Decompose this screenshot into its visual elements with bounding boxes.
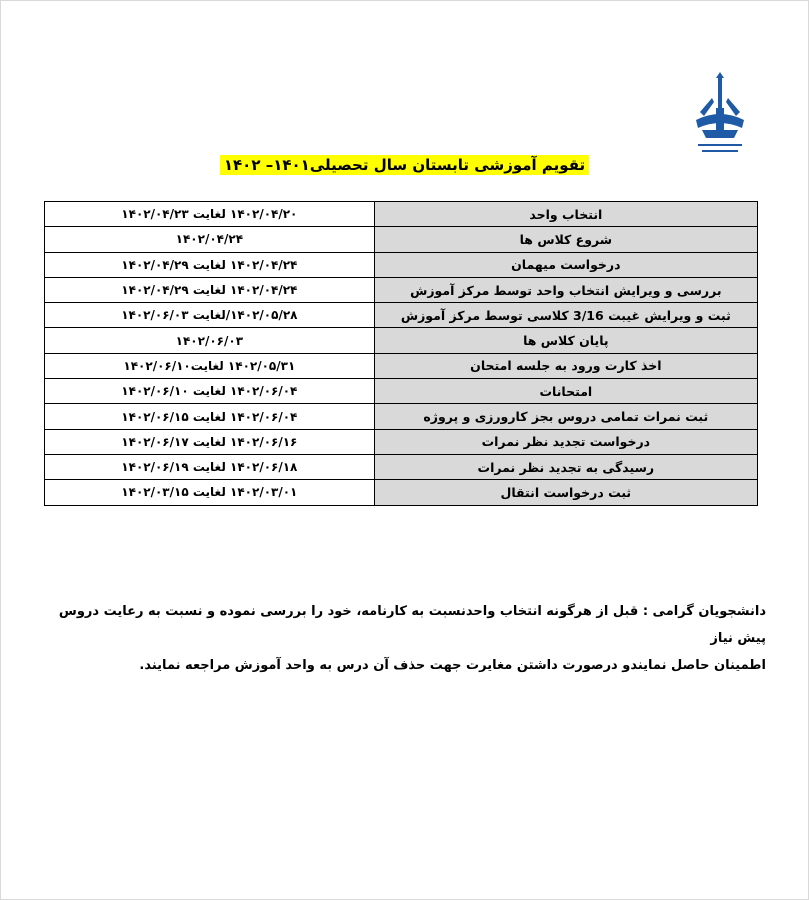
table-row	[45, 227, 758, 252]
note-line-1: دانشجویان گرامی : قبل از هرگونه انتخاب واحدنسبت به کارنامه، خود را بررسی نموده و نسبت به رعایت دروس پیش نیاز	[58, 604, 766, 646]
date-cell: ۱۴۰۲/۰۴/۲۴ لغایت ۱۴۰۲/۰۴/۲۹	[45, 252, 375, 277]
date-cell: ۱۴۰۲/۰۴/۲۰ لغایت ۱۴۰۲/۰۴/۲۳	[45, 202, 375, 227]
table-row	[45, 454, 758, 479]
date-cell: ۱۴۰۲/۰۶/۱۸ لغایت ۱۴۰۲/۰۶/۱۹	[45, 454, 375, 479]
note-line-2: اطمینان حاصل نمایندو درصورت داشتن مغایرت جهت حذف آن درس به واحد آموزش مراجعه نمایند.	[139, 658, 766, 673]
date-cell: ۱۴۰۲/۰۴/۲۴	[45, 227, 375, 252]
university-logo-icon	[690, 68, 750, 160]
table-row	[45, 353, 758, 378]
date-cell: ۱۴۰۲/۰۶/۰۴ لغایت ۱۴۰۲/۰۶/۱۵	[45, 404, 375, 429]
students-note	[40, 598, 766, 679]
table-row	[45, 404, 758, 429]
date-cell: ۱۴۰۲/۰۶/۰۴ لغایت ۱۴۰۲/۰۶/۱۰	[45, 379, 375, 404]
table-row	[45, 328, 758, 353]
date-cell: ۱۴۰۲/۰۶/۰۳	[45, 328, 375, 353]
date-cell: ۱۴۰۲/۰۶/۱۶ لغایت ۱۴۰۲/۰۶/۱۷	[45, 429, 375, 454]
event-cell: انتخاب واحد	[374, 202, 757, 227]
table-row	[45, 202, 758, 227]
event-cell: درخواست تجدید نظر نمرات	[374, 429, 757, 454]
event-cell: ثبت و ویرایش غیبت 3/16 کلاسی توسط مرکز آموزش	[374, 303, 757, 328]
table-row	[45, 252, 758, 277]
event-cell: پایان کلاس ها	[374, 328, 757, 353]
page-title: تقویم آموزشی تابستان سال تحصیلی۱۴۰۱– ۱۴۰۲	[220, 155, 589, 175]
event-cell: اخذ کارت ورود به جلسه امتحان	[374, 353, 757, 378]
date-cell: ۱۴۰۲/۰۴/۲۴ لغایت ۱۴۰۲/۰۴/۲۹	[45, 277, 375, 302]
event-cell: ثبت نمرات تمامی دروس بجز کارورزی و پروژه	[374, 404, 757, 429]
event-cell: امتحانات	[374, 379, 757, 404]
table-row	[45, 277, 758, 302]
date-cell: ۱۴۰۲/۰۳/۰۱ لغایت ۱۴۰۲/۰۳/۱۵	[45, 480, 375, 505]
table-row	[45, 480, 758, 505]
event-cell: شروع کلاس ها	[374, 227, 757, 252]
date-cell: ۱۴۰۲/۰۵/۲۸/لغایت ۱۴۰۲/۰۶/۰۳	[45, 303, 375, 328]
event-cell: درخواست میهمان	[374, 252, 757, 277]
table-row	[45, 379, 758, 404]
event-cell: رسیدگی به تجدید نظر نمرات	[374, 454, 757, 479]
table-row	[45, 303, 758, 328]
academic-calendar-table	[44, 201, 758, 506]
event-cell: بررسی و ویرایش انتخاب واحد توسط مرکز آموزش	[374, 277, 757, 302]
event-cell: ثبت درخواست انتقال	[374, 480, 757, 505]
table-row	[45, 429, 758, 454]
date-cell: ۱۴۰۲/۰۵/۳۱ لغایت۱۴۰۲/۰۶/۱۰	[45, 353, 375, 378]
